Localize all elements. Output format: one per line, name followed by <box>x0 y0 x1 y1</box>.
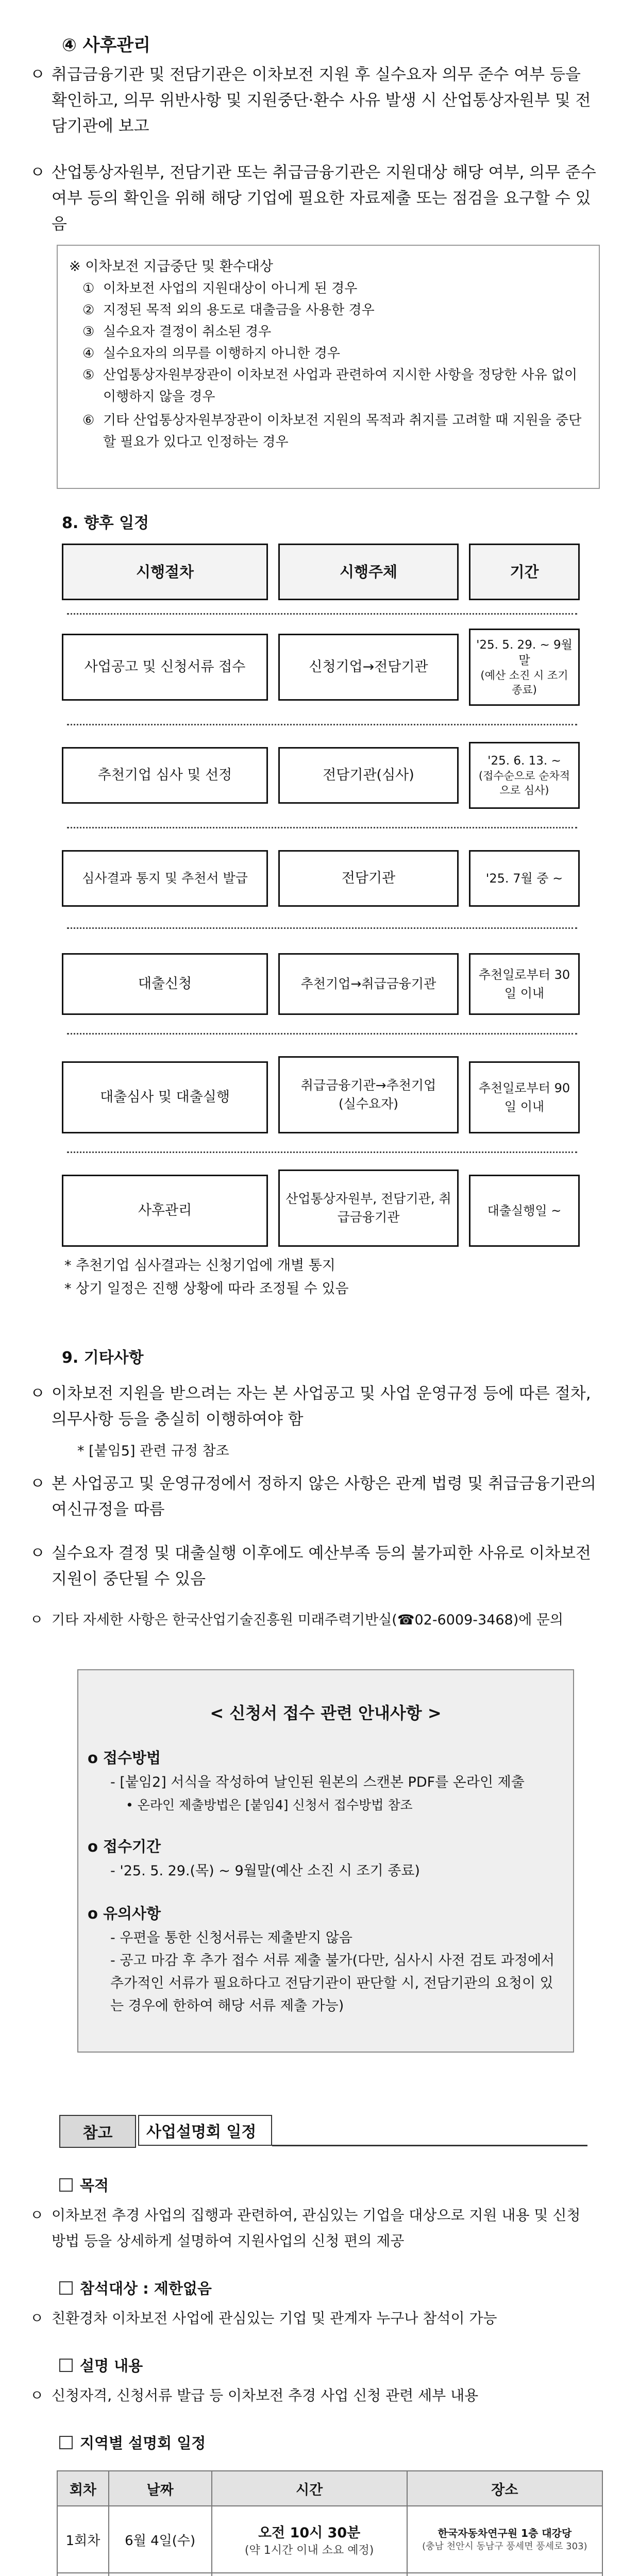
schedule-actor: 전담기관(심사) <box>278 747 459 804</box>
schedule-step: 추천기업 심사 및 선정 <box>62 747 268 804</box>
ref-title: 사업설명회 일정 <box>138 2115 272 2146</box>
suspend-item: ⑤ 산업통상자원부장관이 이차보전 사업과 관련하여 지시한 사항을 정당한 사유 없이 이행하지 않을 경우 <box>82 367 578 404</box>
section4-para-2: ㅇ 산업통상자원부, 전담기관 또는 취급금융기관은 지원대상 해당 여부, 의무 준수 여부 등의 확인을 위해 해당 기업에 필요한 자료제출 또는 점검을 요구할 수 있음 <box>30 163 596 233</box>
round-cell <box>57 2573 109 2576</box>
section9-ref-note: * [붙임5] 관련 규정 참조 <box>77 1443 229 1459</box>
application-notice <box>77 1669 574 2053</box>
divider <box>67 827 577 828</box>
suspend-item: ⑥ 기타 산업통상자원부장관이 이차보전 지원의 목적과 취지를 고려할 때 지원을 중단할 필요가 있다고 인정하는 경우 <box>82 413 582 450</box>
section9-para-2: ㅇ 본 사업공고 및 운영규정에서 정하지 않은 사항은 관계 법령 및 취급금융기관의 여신규정을 따름 <box>30 1475 596 1519</box>
ref-underline <box>272 2145 587 2146</box>
section4-title: ④ 사후관리 <box>62 35 150 56</box>
schedule-actor: 전담기관 <box>278 850 459 907</box>
schedule-step: 대출심사 및 대출실행 <box>62 1061 268 1133</box>
ref-tag: 참고 <box>59 2115 136 2148</box>
notice-method-2: • 온라인 제출방법은 [붙임4] 신청서 접수방법 참조 <box>126 1798 413 1812</box>
briefing-table <box>57 2470 603 2576</box>
purpose-heading: 목적 <box>59 2174 109 2195</box>
notice-caution-1: - 우편을 통한 신청서류는 제출받지 않음 <box>110 1930 352 1946</box>
target-text: ㅇ 친환경차 이차보전 사업에 관심있는 기업 및 관계자 누구나 참석이 가능 <box>30 2310 497 2327</box>
col-place: 장소 <box>407 2471 602 2506</box>
schedule-step: 사후관리 <box>62 1175 268 1247</box>
divider <box>67 1151 577 1153</box>
round-cell: 1회차 <box>57 2506 109 2573</box>
place-cell <box>407 2573 602 2576</box>
checkbox-icon <box>59 2178 73 2192</box>
checkbox-icon <box>59 2359 73 2372</box>
schedule-period: '25. 7월 중 ~ <box>469 850 580 907</box>
schedule-actor: 추천기업→취급금융기관 <box>278 953 459 1015</box>
col-time: 시간 <box>212 2471 407 2506</box>
notice-period-1: - '25. 5. 29.(목) ~ 9월말(예산 소진 시 조기 종료) <box>110 1863 420 1879</box>
checkbox-icon <box>59 2436 73 2449</box>
section9-para-3: ㅇ 실수요자 결정 및 대출실행 이후에도 예산부족 등의 불가피한 사유로 이차보전 지원이 중단될 수 있음 <box>30 1544 591 1588</box>
header-step: 시행절차 <box>62 544 268 600</box>
schedule-period: 추천일로부터 30일 이내 <box>469 953 580 1015</box>
target-heading: 참석대상 : 제한없음 <box>59 2277 212 2298</box>
schedule-step: 대출신청 <box>62 953 268 1015</box>
date-cell <box>109 2573 212 2576</box>
table-row <box>57 2573 602 2576</box>
divider <box>67 613 577 615</box>
date-cell: 6월 4일(수) <box>109 2506 212 2573</box>
section9-title: 9. 기타사항 <box>62 1349 144 1367</box>
divider <box>67 1033 577 1035</box>
divider <box>67 927 577 929</box>
schedule-step: 심사결과 통지 및 추천서 발급 <box>62 850 268 907</box>
table-header-row <box>57 2471 602 2506</box>
schedule-period: 대출실행일 ~ <box>469 1175 580 1247</box>
suspend-title: ※ 이차보전 지급중단 및 환수대상 <box>69 259 274 275</box>
schedule-step: 사업공고 및 신청서류 접수 <box>62 634 268 701</box>
notice-method-heading: o 접수방법 <box>88 1749 161 1767</box>
notice-title: < 신청서 접수 관련 안내사항 > <box>210 1703 442 1723</box>
section8-title: 8. 향후 일정 <box>62 514 149 532</box>
schedule-period: '25. 6. 13. ~ (접수순으로 순차적으로 심사) <box>469 742 580 809</box>
schedule-period: '25. 5. 29. ~ 9월 말 (예산 소진 시 조기 종료) <box>469 629 580 706</box>
notice-method-1: - [붙임2] 서식을 작성하여 날인된 원본의 스캔본 PDF를 온라인 제출 <box>110 1774 525 1790</box>
schedule-period: 추천일로부터 90일 이내 <box>469 1061 580 1133</box>
content-heading: 설명 내용 <box>59 2354 143 2376</box>
checkbox-icon <box>59 2281 73 2295</box>
divider <box>67 724 577 725</box>
col-round: 회차 <box>57 2471 109 2506</box>
schedule-note: * 상기 일정은 진행 상황에 따라 조정될 수 있음 <box>64 1281 349 1297</box>
content-text: ㅇ 신청자격, 신청서류 발급 등 이차보전 추경 사업 신청 관련 세부 내용 <box>30 2387 479 2404</box>
time-cell <box>212 2573 407 2576</box>
time-cell: 오전 10시 30분 (약 1시간 이내 소요 예정) <box>212 2506 407 2573</box>
header-period: 기간 <box>469 544 580 600</box>
notice-caution-2: - 공고 마감 후 추가 접수 서류 제출 불가(다만, 심사시 사전 검토 과정에서 추가적인 서류가 필요하다고 전담기관이 판단할 시, 전담기관의 요청이 있는 경우에 한하여 해당 서류 제출 가능) <box>110 1953 555 2014</box>
purpose-text: ㅇ 이차보전 추경 사업의 집행과 관련하여, 관심있는 기업을 대상으로 지원 내용 및 신청 방법 등을 상세하게 설명하여 지원사업의 신청 편의 제공 <box>30 2207 581 2249</box>
schedule-actor: 신청기업→전담기관 <box>278 634 459 701</box>
col-date: 날짜 <box>109 2471 212 2506</box>
notice-caution-heading: o 유의사항 <box>88 1905 161 1922</box>
notice-period-heading: o 접수기간 <box>88 1838 161 1855</box>
place-cell: 한국자동차연구원 1층 대강당 (충남 천안시 동남구 풍세면 풍세로 303) <box>407 2506 602 2573</box>
header-actor: 시행주체 <box>278 544 459 600</box>
suspend-box: ※ 이차보전 지급중단 및 환수대상 ① 이차보전 사업의 지원대상이 아니게 된 경우 ② 지정된 목적 외의 용도로 대출금을 사용한 경우 ③ 실수요자 결정이 취소된 경우 ④ 실수요자의 의무를 이행하지 아니한 경우 ⑤ 산업통상자원부장관이 이차보전 사업과 관련하여 지시한 사항을 정당한 사유 없이 이행하지 않을 경우 ⑥ 기타 산업통상자원부장관이 이차보전 지원의 목적과 취지를 고려할 때 지원을 중단할 필요가 있다고 인정하는 경우 <box>57 245 600 489</box>
schedule-note: * 추천기업 심사결과는 신청기업에 개별 통지 <box>64 1258 335 1274</box>
schedule-actor: 산업통상자원부, 전담기관, 취급금융기관 <box>278 1170 459 1247</box>
schedule-actor: 취급금융기관→추천기업 (실수요자) <box>278 1056 459 1133</box>
section9-para-1: ㅇ 이차보전 지원을 받으려는 자는 본 사업공고 및 사업 운영규정 등에 따른 절차, 의무사항 등을 충실히 이행하여야 함 <box>30 1384 591 1429</box>
region-heading: 지역별 설명회 일정 <box>59 2432 206 2453</box>
table-row <box>57 2506 602 2573</box>
section4-para-1: ㅇ 취급금융기관 및 전담기관은 이차보전 지원 후 실수요자 의무 준수 여부 등을 확인하고, 의무 위반사항 및 지원중단·환수 사유 발생 시 산업통상자원부 및 전담기관에 보고 <box>30 65 591 135</box>
section9-para-4: ㅇ 기타 자세한 사항은 한국산업기술진흥원 미래주력기반실(☎02-6009-3468)에 문의 <box>30 1612 564 1628</box>
